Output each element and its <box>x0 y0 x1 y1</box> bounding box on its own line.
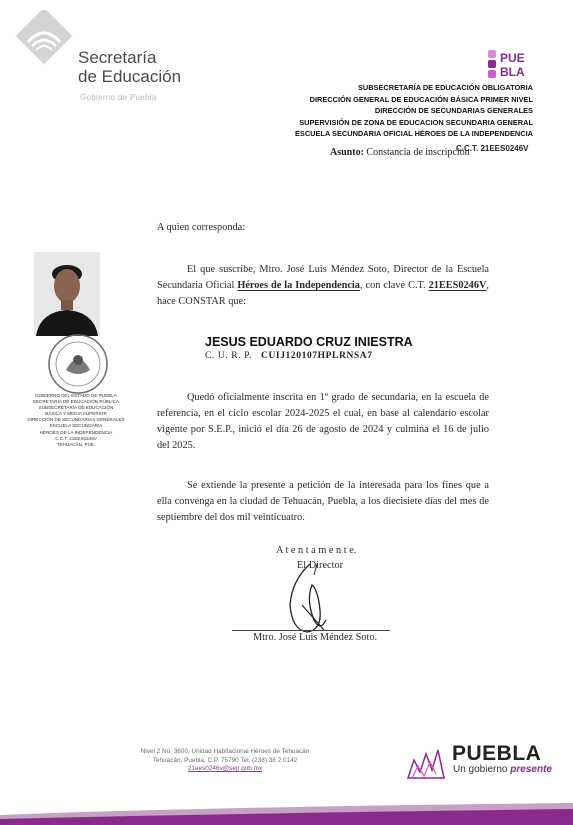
puebla-emblem <box>404 742 448 782</box>
slogan-part-2: presente <box>510 764 552 775</box>
intro-paragraph <box>157 262 489 310</box>
intro-text-2: , con clave C.T. <box>359 280 429 291</box>
curp-line <box>205 351 373 361</box>
curp-label: C. U. R. P. <box>205 351 252 361</box>
school-name: Héroes de la Independencia <box>237 280 360 291</box>
sep-name: Secretaría de Educación <box>78 48 182 86</box>
cct-code: C.C.T. 21EES0246V <box>456 144 529 153</box>
intro-text-3: , hace CONSTAR que: <box>157 280 489 307</box>
director-role: El Director <box>297 560 344 571</box>
slogan <box>453 764 552 775</box>
header-line: DIRECCIÓN DE SECUNDARIAS GENERALES <box>374 106 533 116</box>
address-line: Nivel 2 No. 3600, Unidad Habitacional Héroes de Tehuacán <box>140 748 310 755</box>
seal-text: GOBIERNO DEL ESTADO DE PUEBLA SECRETARÍA DE EDUCACIÓN PÚBLICA SUBSECRETARÍA DE EDUCACIÓN BÁSICA Y MEDIA SUPERIOR DIRECCIÓN DE SECUNDARIAS GENERALES ESCUELA SECUNDARIA HÉROES DE LA INDEPENDENCIA C.C.T. 21EES0246V TEHUACÁN, PUE. <box>27 393 125 447</box>
subject-line <box>330 147 470 158</box>
student-name: JESUS EDUARDO CRUZ INIESTRA <box>205 335 413 349</box>
address-line: Tehuacán, Puebla. C.P. 75790 Tel. (238) 38 2 0142 <box>152 756 298 764</box>
subject-value: Constancia de inscripción <box>366 147 470 158</box>
curp-value: CUIJ120107HPLRNSA7 <box>260 351 373 361</box>
header-line: DIRECCIÓN GENERAL DE EDUCACIÓN BÁSICA PRIMER NIVEL <box>309 94 533 104</box>
header-line: ESCUELA SECUNDARIA OFICIAL HÉROES DE LA INDEPENDENCIA <box>294 129 533 139</box>
intro-text-1: El que suscribe, Mtro. José Luis Méndez Soto, Director de la Escuela Secundaria Oficial <box>157 264 489 291</box>
puebla-brand: PUEBLA <box>452 742 542 765</box>
sep-tagline: Gobierno de Puebla <box>80 93 157 102</box>
footer-address <box>120 748 330 774</box>
salutation: A quien corresponda: <box>157 222 246 233</box>
header-line: SUPERVISIÓN DE ZONA DE EDUCACION SECUNDARIA GENERAL <box>299 117 533 127</box>
subject-label: Asunto: <box>330 147 364 158</box>
svg-text:PUE: PUE <box>500 51 525 65</box>
header-line: SUBSECRETARÍA DE EDUCACIÓN OBLIGATORIA <box>357 83 533 92</box>
student-photo <box>34 252 100 336</box>
official-seal <box>46 332 110 396</box>
extension-paragraph: Se extiende la presente a petición de la interesada para los fines que a ella convenga en la ciudad de Tehuacán, Puebla, a los diecisiete días del mes de septiembre del dos mil veinticuatro. <box>157 480 489 523</box>
slogan-part-1: Un gobierno <box>453 764 511 775</box>
puebla-logo <box>486 46 536 80</box>
header-block <box>295 82 533 140</box>
email-link[interactable]: 21ees0246v@sep.gob.mx <box>187 765 263 773</box>
school-clave: 21EES0246V <box>428 280 487 291</box>
enrollment-paragraph: Quedó oficialmente inscrita en 1º grado de secundaria, en la escuela de referencia, en el ciclo escolar 2024-2025 el cual, en base al calendario escolar vigente por S.E.P., inició el día 26 de agosto de 2024 y culmina el 16 de julio del 2025. <box>157 392 489 451</box>
signer-name: Mtro. José Luis Méndez Soto. <box>253 632 378 643</box>
footer-band <box>0 793 573 825</box>
signature <box>262 560 382 640</box>
sep-logo <box>10 10 78 78</box>
closing-text: A t e n t a m e n t e. <box>276 545 357 556</box>
svg-text:BLA: BLA <box>500 65 525 79</box>
